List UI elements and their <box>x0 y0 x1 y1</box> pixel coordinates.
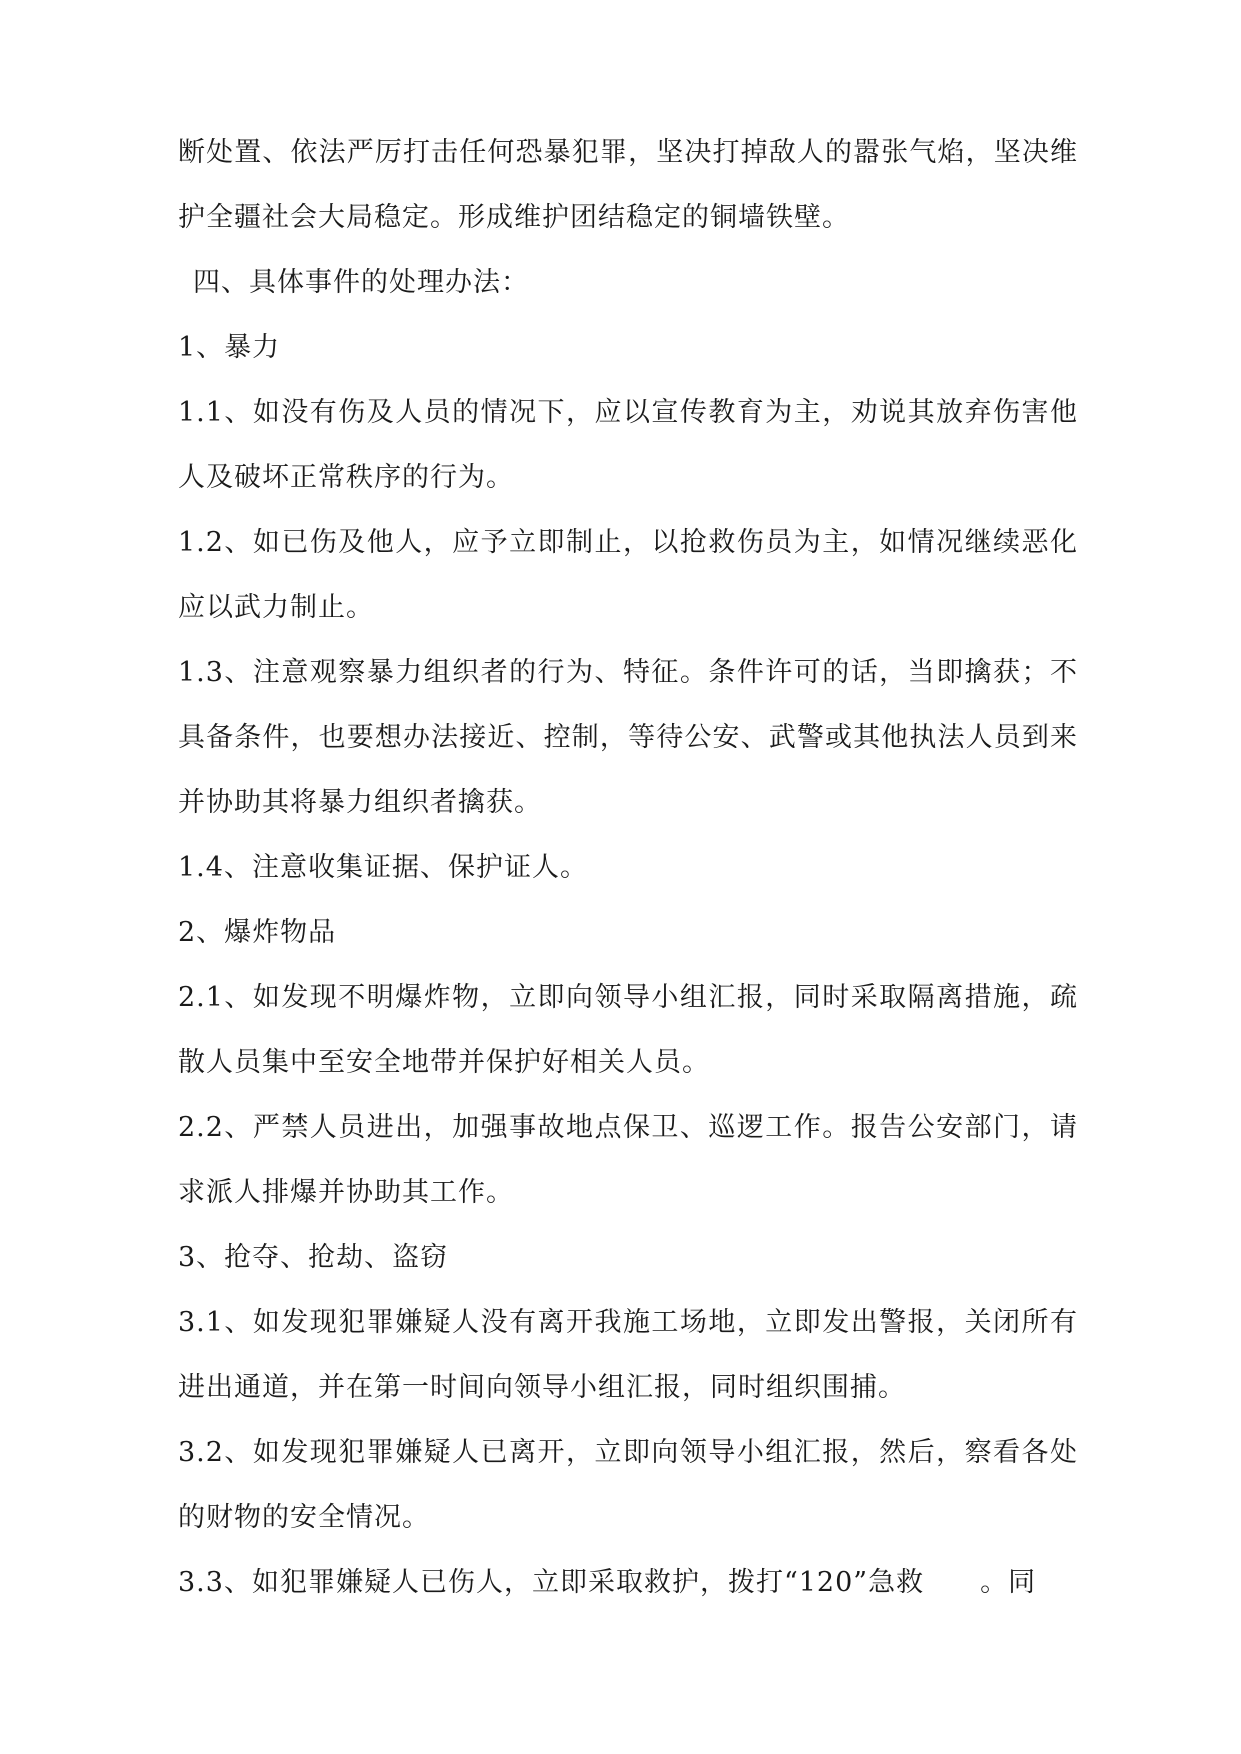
paragraph-1-4: 1.4、注意收集证据、保护证人。 <box>178 852 588 883</box>
paragraph-3-2: 3.2、如发现犯罪嫌疑人已离开，立即向领导小组汇报，然后，察看各处的财物的安全情况。 <box>178 1437 1078 1533</box>
paragraph-1-2: 1.2、如已伤及他人，应予立即制止，以抢救伤员为主，如情况继续恶化应以武力制止。 <box>178 527 1078 623</box>
paragraph-3-1: 3.1、如发现犯罪嫌疑人没有离开我施工场地，立即发出警报，关闭所有进出通道，并在第一时间向领导小组汇报，同时组织围捕。 <box>178 1307 1078 1403</box>
document-body <box>178 120 1078 1615</box>
paragraph-2-2: 2.2、严禁人员进出，加强事故地点保卫、巡逻工作。报告公安部门，请求派人排爆并协助其工作。 <box>178 1112 1078 1208</box>
subheading-explosives: 2、爆炸物品 <box>178 917 337 948</box>
paragraph-3-3: 3.3、如犯罪嫌疑人已伤人，立即采取救护，拨打“120”急救 。同 <box>178 1567 1037 1598</box>
paragraph-continuation: 断处置、依法严厉打击任何恐暴犯罪，坚决打掉敌人的嚣张气焰，坚决维护全疆社会大局稳定。形成维护团结稳定的铜墙铁壁。 <box>178 137 1078 233</box>
paragraph-1-1: 1.1、如没有伤及人员的情况下，应以宣传教育为主，劝说其放弃伤害他人及破坏正常秩序的行为。 <box>178 397 1078 493</box>
subheading-violence: 1、暴力 <box>178 332 281 363</box>
subheading-robbery-theft: 3、抢夺、抢劫、盗窃 <box>178 1242 449 1273</box>
section-heading-4: 四、具体事件的处理办法： <box>193 267 529 298</box>
paragraph-2-1: 2.1、如发现不明爆炸物，立即向领导小组汇报，同时采取隔离措施，疏散人员集中至安全地带并保护好相关人员。 <box>178 982 1078 1078</box>
paragraph-1-3: 1.3、注意观察暴力组织者的行为、特征。条件许可的话，当即擒获；不具备条件，也要想办法接近、控制，等待公安、武警或其他执法人员到来并协助其将暴力组织者擒获。 <box>178 657 1078 818</box>
